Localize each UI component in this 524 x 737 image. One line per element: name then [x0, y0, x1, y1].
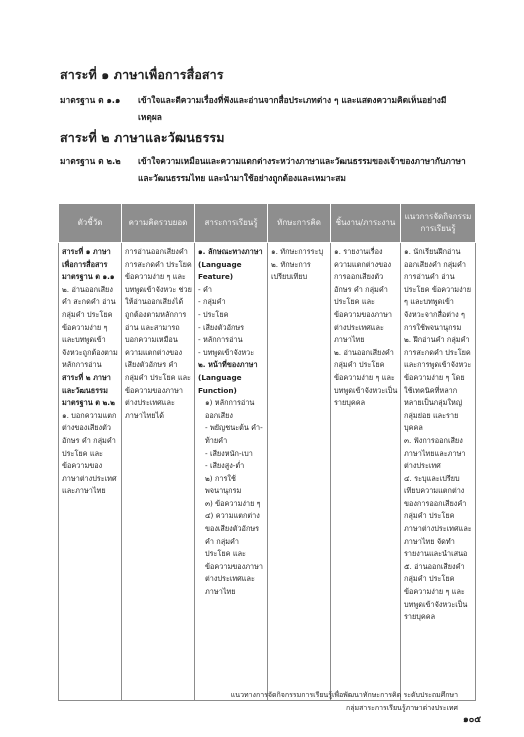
table-header-row	[59, 204, 476, 243]
footer-title: แนวทางการจัดกิจกรรมการเรียนรู้เพื่อพัฒนาทักษะการคิด ระดับประถมศึกษา	[230, 691, 458, 699]
cell-line: สาระที่ ๑ ภาษาเพื่อการสื่อสาร	[62, 247, 111, 269]
cell-line: ๔) ความแตกต่างของเสียงตัวอักษร คำ กลุ่มคำ ประโยค และข้อความของภาษาต่างประเทศและภาษาไทย	[205, 511, 264, 597]
header-indicator: ตัวชี้วัด	[59, 204, 122, 243]
cell-line: ๑) หลักการอ่านออกเสียง	[205, 398, 255, 420]
cell-line: มาตรฐาน ต ๒.๒	[62, 398, 115, 408]
cell-line: ๑. ลักษณะทางภาษา (Language Feature)	[198, 247, 263, 282]
cell-line: - พยัญชนะต้น คำ-ท้ายคำ	[205, 423, 263, 445]
section-2-heading: สาระที่ ๒ ภาษาและวัฒนธรรม	[60, 130, 225, 145]
cell-activity	[401, 243, 476, 701]
section-2-standard	[60, 153, 468, 187]
header-task: ชิ้นงาน/ภาระงาน	[331, 204, 401, 243]
cell-line: ๕. อ่านออกเสียงคำ กลุ่มคำ ประโยค ข้อความง่าย ๆ และบทพูดเข้าจังหวะเป็นรายบุคคล	[404, 561, 468, 622]
cell-line: ๒. หน้าที่ของภาษา (Language Function)	[198, 360, 258, 395]
cell-line: - หลักการอ่าน	[198, 335, 243, 345]
cell-line: - คำ	[198, 284, 212, 294]
cell-line: ๑. รายงานเรื่องความแตกต่างของการออกเสียงตัวอักษร คำ กลุ่มคำ ประโยค และข้อความของภาษาต่างประเทศและภาษาไทย	[334, 247, 393, 345]
standard-text: เข้าใจความเหมือนและความแตกต่างระหว่างภาษาและวัฒนธรรมของเจ้าของภาษากับภาษาและวัฒนธรรมไทย และนำมาใช้อย่างถูกต้องและเหมาะสม	[138, 156, 466, 183]
cell-thinking-skill	[268, 243, 331, 701]
cell-line: สาระที่ ๒ ภาษาและวัฒนธรรม	[62, 372, 111, 395]
cell-line: - เสียงตัวอักษร	[198, 322, 245, 332]
section-1-standard	[60, 92, 468, 126]
cell-line: ๔. ระบุและเปรียบเทียบความแตกต่างของการออกเสียงคำ กลุ่มคำ ประโยค ภาษาต่างประเทศและภาษาไทย จัดทำรายงานและนำเสนอ	[404, 473, 472, 559]
cell-line: - กลุ่มคำ	[198, 297, 226, 307]
cell-line: ๒. อ่านออกเสียงคำ กลุ่มคำ ประโยค ข้อความง่าย ๆ และบทพูดเข้าจังหวะเป็นรายบุคคล	[334, 347, 398, 408]
header-activity: แนวการจัดกิจกรรมการเรียนรู้	[401, 204, 476, 243]
cell-line: ๓. ฟังการออกเสียงภาษาไทยและภาษาต่างประเทศ	[404, 435, 466, 471]
table-row	[59, 243, 476, 701]
cell-line: ๒. อ่านออกเสียงคำ สะกดคำ อ่านกลุ่มคำ ประโยค ข้อความง่าย ๆ และบทพูดเข้าจังหวะถูกต้องตามหลักการอ่าน	[62, 284, 118, 370]
footer-subtitle: กลุ่มสาระการเรียนรู้ภาษาต่างประเทศ	[346, 704, 458, 712]
cell-line: - เสียงหนัก-เบา	[205, 448, 253, 458]
page-number: ๑๐๕	[463, 715, 482, 725]
cell-line: ๒) การใช้พจนานุกรม	[205, 473, 242, 496]
cell-line: - เสียงสูง-ต่ำ	[205, 461, 245, 471]
header-thinking-skill: ทักษะการคิด	[268, 204, 331, 243]
cell-line: ๒. ทักษะการเปรียบเทียบ	[271, 259, 311, 282]
cell-task	[331, 243, 401, 701]
cell-line: การอ่านออกเสียงคำ การสะกดคำ ประโยค ข้อความง่าย ๆ และบทพูดเข้าจังหวะ ช่วยให้อ่านออกเสียงได้ถูกต้องตามหลักการอ่าน และสามารถบอกความเหมือนความแตกต่างของเสียงตัวอักษร คำ กลุ่มคำ ประโยค และข้อความของภาษาต่างประเทศและภาษาไทยได้	[125, 247, 192, 420]
cell-line: ๑. ทักษะการระบุ	[271, 247, 324, 256]
curriculum-table	[58, 203, 476, 701]
cell-line: ๑. นักเรียนฝึกอ่านออกเสียงคำ กลุ่มคำ การอ่านคำ อ่านประโยค ข้อความง่าย ๆ และบทพูดเข้าจังหวะจากสื่อต่าง ๆ การใช้พจนานุกรม	[404, 247, 472, 332]
standard-label: มาตรฐาน ต ๒.๒	[60, 156, 121, 166]
cell-line: - ประโยค	[198, 309, 229, 319]
cell-line: ๒. ฝึกอ่านคำ กลุ่มคำ การสะกดคำ ประโยค และการพูดเข้าจังหวะ ข้อความง่าย ๆ โดยใช้เทคนิคที่หลากหลายเป็นกลุ่มใหญ่ กลุ่มย่อย และรายบุคคล	[404, 335, 472, 433]
cell-line: มาตรฐาน ต ๑.๑	[62, 272, 115, 282]
header-content: สาระการเรียนรู้	[195, 204, 268, 243]
cell-content	[195, 243, 268, 701]
cell-line: ๓) ข้อความง่าย ๆ	[205, 498, 261, 508]
cell-indicator	[59, 243, 122, 701]
standard-label: มาตรฐาน ต ๑.๑	[60, 95, 121, 105]
cell-line: - บทพูดเข้าจังหวะ	[198, 347, 255, 357]
cell-line: ๑. บอกความแตกต่างของเสียงตัวอักษร คำ กลุ่มคำ ประโยค และข้อความของภาษาต่างประเทศและภาษาไทย	[62, 410, 117, 496]
cell-concept	[122, 243, 195, 701]
section-1-heading: สาระที่ ๑ ภาษาเพื่อการสื่อสาร	[60, 67, 224, 82]
header-concept: ความคิดรวบยอด	[122, 204, 195, 243]
standard-text: เข้าใจและตีความเรื่องที่ฟังและอ่านจากสื่อประเภทต่าง ๆ และแสดงความคิดเห็นอย่างมีเหตุผล	[138, 95, 447, 122]
